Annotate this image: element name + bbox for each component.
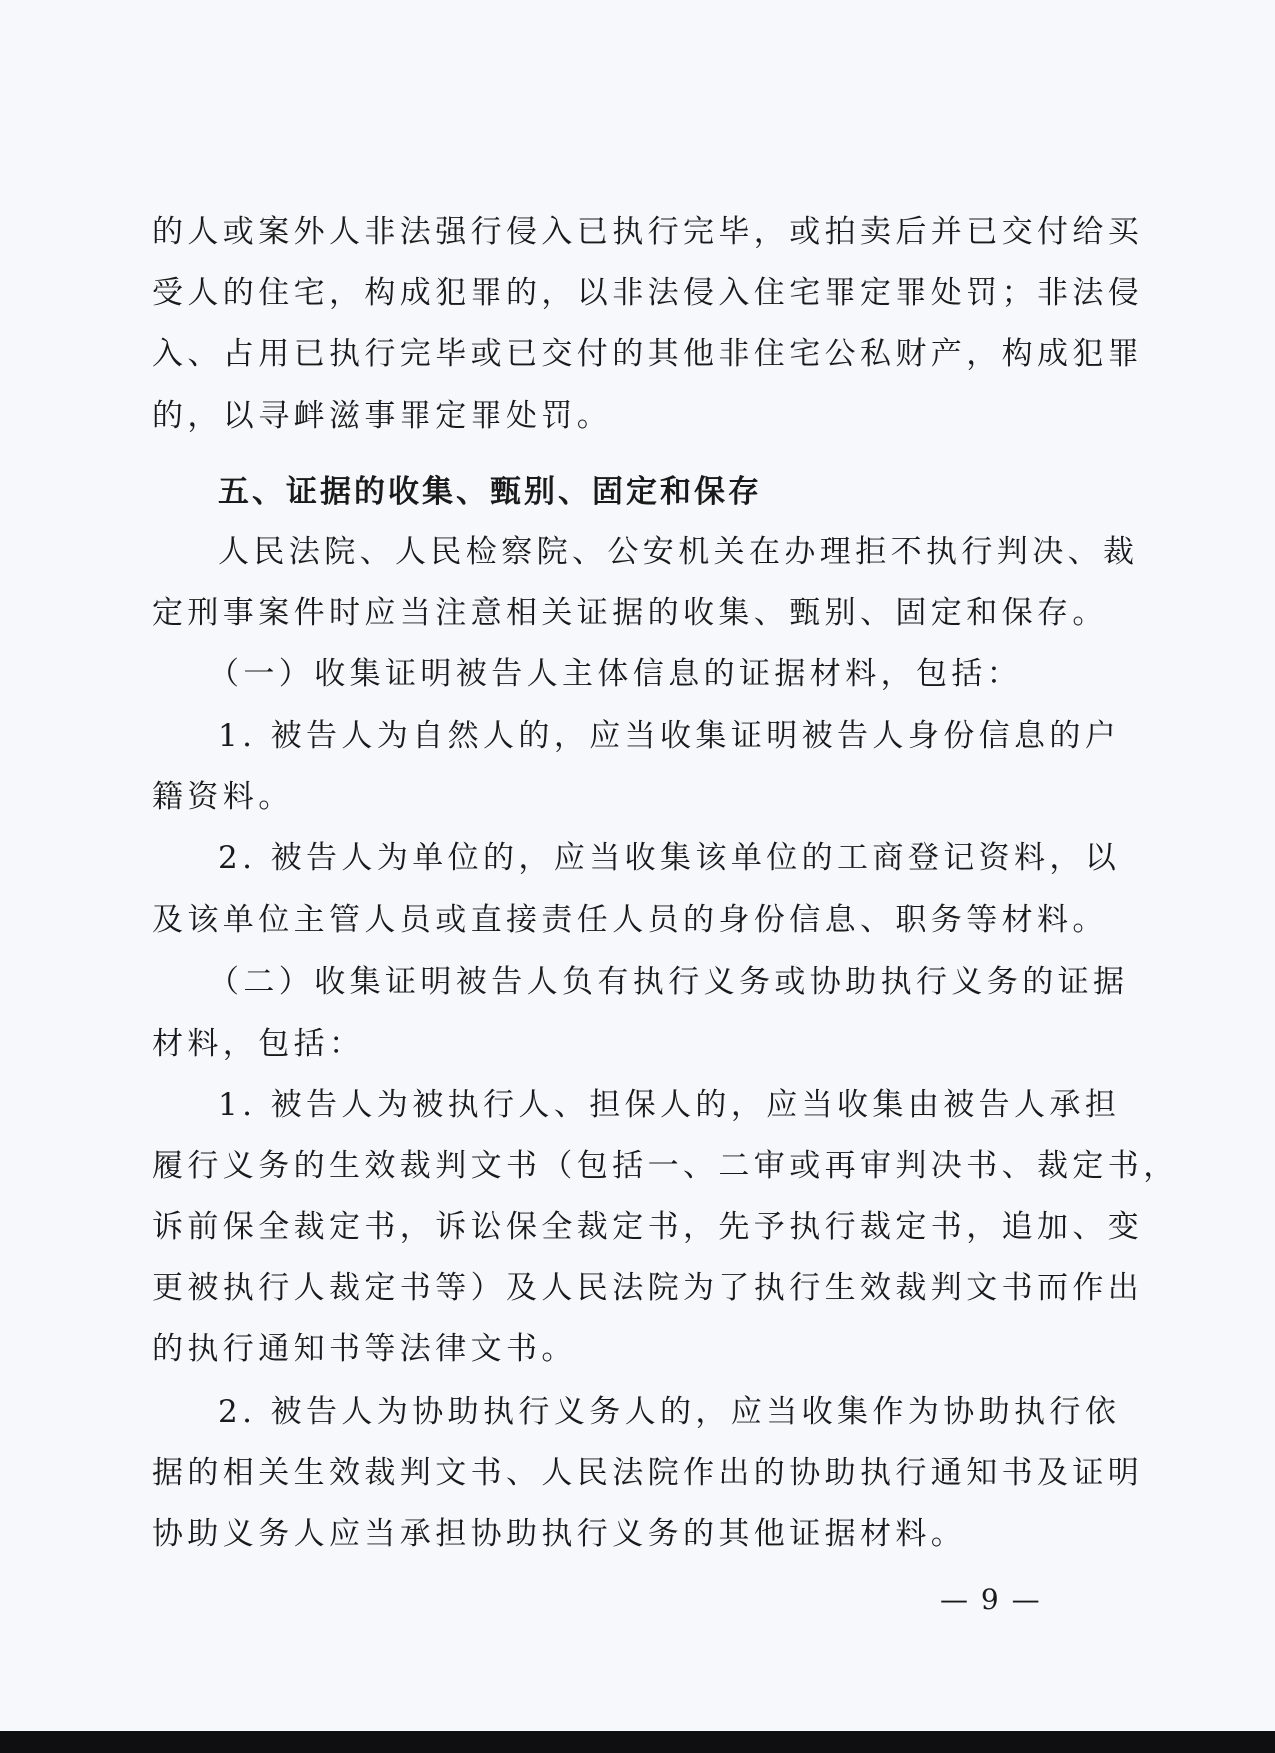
- text-line: 受人的住宅，构成犯罪的，以非法侵入住宅罪定罪处罚；非法侵: [152, 275, 1144, 311]
- text-line: 的执行通知书等法律文书。: [152, 1331, 577, 1367]
- text-line: 的，以寻衅滋事罪定罪处罚。: [152, 398, 613, 434]
- section-heading: 五、证据的收集、甄别、固定和保存: [218, 474, 762, 510]
- text-line: 籍资料。: [152, 779, 294, 815]
- text-line: 1. 被告人为被执行人、担保人的，应当收集由被告人承担: [218, 1087, 1121, 1123]
- text-line: 人民法院、人民检察院、公安机关在办理拒不执行判决、裁: [218, 534, 1139, 570]
- scan-bottom-edge: [0, 1731, 1275, 1753]
- text-line: 诉前保全裁定书，诉讼保全裁定书，先予执行裁定书，追加、变: [152, 1209, 1144, 1245]
- page-number: — 9 —: [940, 1583, 1042, 1616]
- text-line: 履行义务的生效裁判文书（包括一、二审或再审判决书、裁定书，: [152, 1148, 1179, 1184]
- text-line: 协助义务人应当承担协助执行义务的其他证据材料。: [152, 1516, 967, 1552]
- text-line: 2. 被告人为协助执行义务人的，应当收集作为协助执行依: [218, 1394, 1121, 1430]
- text-line: 据的相关生效裁判文书、人民法院作出的协助执行通知书及证明: [152, 1455, 1144, 1491]
- text-line: （二）收集证明被告人负有执行义务或协助执行义务的证据: [208, 964, 1129, 1000]
- text-line: 入、占用已执行完毕或已交付的其他非住宅公私财产，构成犯罪: [152, 336, 1144, 372]
- text-line: （一）收集证明被告人主体信息的证据材料，包括：: [208, 656, 1023, 692]
- text-line: 定刑事案件时应当注意相关证据的收集、甄别、固定和保存。: [152, 595, 1108, 631]
- text-line: 1. 被告人为自然人的，应当收集证明被告人身份信息的户: [218, 718, 1121, 754]
- text-line: 2. 被告人为单位的，应当收集该单位的工商登记资料，以: [218, 840, 1121, 876]
- text-line: 的人或案外人非法强行侵入已执行完毕，或拍卖后并已交付给买: [152, 214, 1144, 250]
- text-line: 及该单位主管人员或直接责任人员的身份信息、职务等材料。: [152, 902, 1108, 938]
- text-line: 材料，包括：: [152, 1026, 365, 1062]
- text-line: 更被执行人裁定书等）及人民法院为了执行生效裁判文书而作出: [152, 1270, 1144, 1306]
